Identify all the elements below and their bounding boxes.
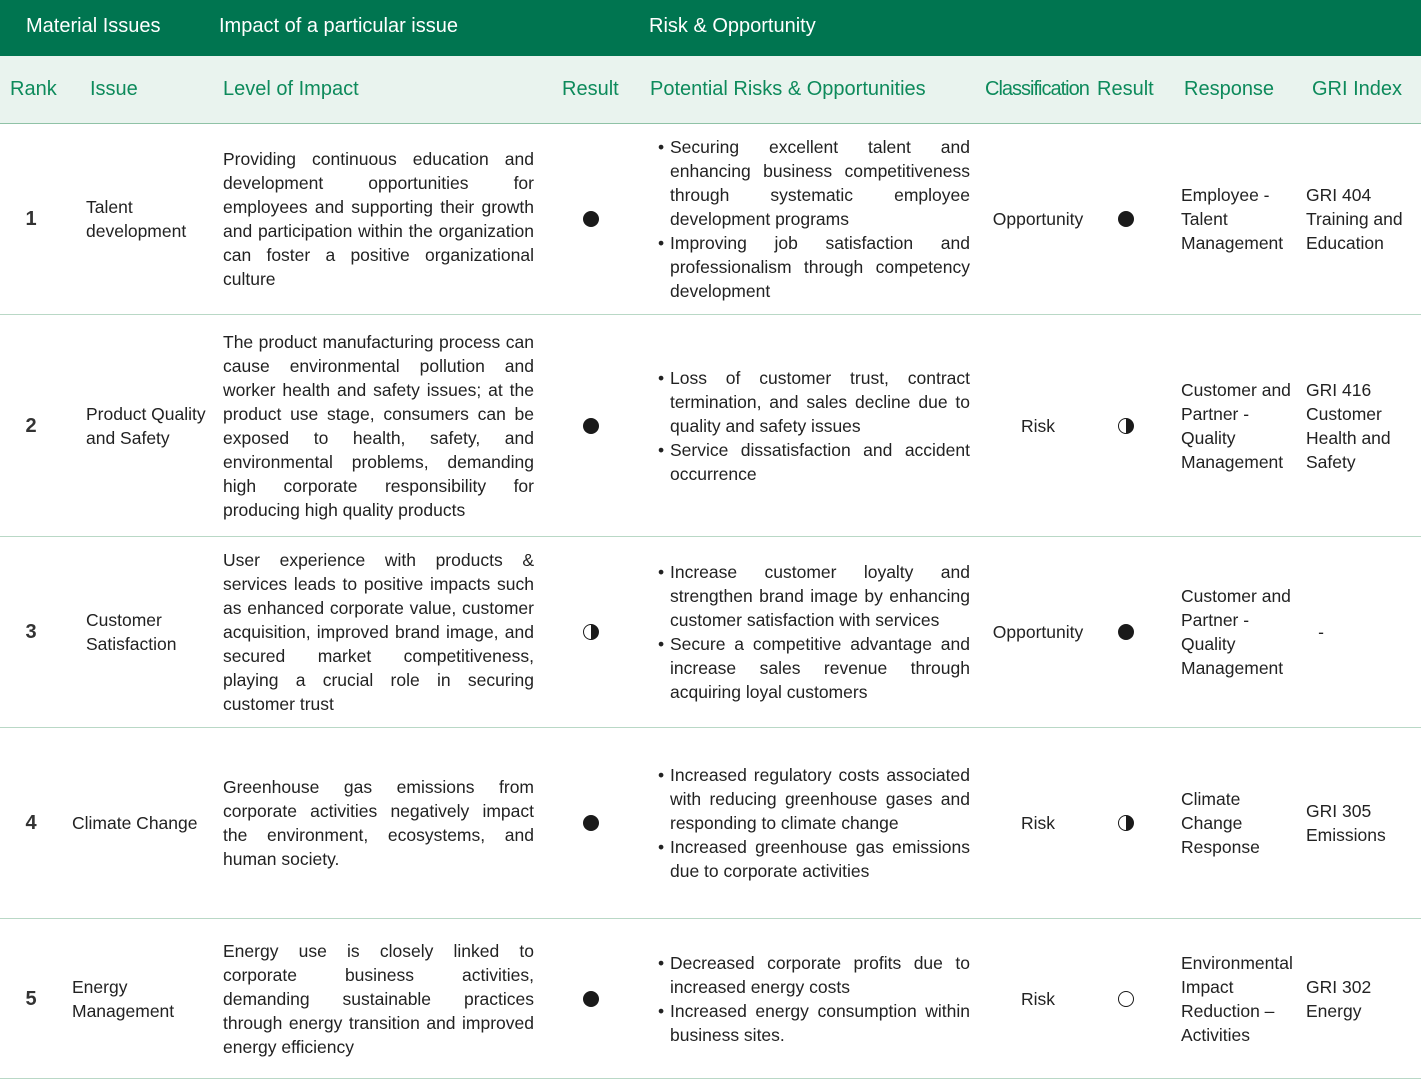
col-response: Response	[1184, 78, 1275, 100]
risk-list-item: • Increase customer loyalty and strengthen brand image by enhancing customer satisfaction with services	[656, 560, 970, 632]
classification-cell-text: Risk	[1020, 988, 1056, 1009]
issue-cell	[72, 919, 212, 1078]
table-row	[0, 315, 1421, 537]
risk-list-item: • Decreased corporate profits due to increased energy costs	[656, 951, 970, 999]
rank-cell-text: 5	[25, 987, 37, 1010]
rank-cell	[0, 124, 62, 314]
impact-cell	[223, 124, 534, 314]
table-row	[0, 124, 1421, 315]
impact-cell	[223, 315, 534, 536]
rank-cell	[0, 728, 62, 918]
risk-list-item: • Increased regulatory costs associated with reducing greenhouse gases and responding to climate change	[656, 763, 970, 835]
col-result-risk: Result	[1097, 78, 1154, 100]
impact-cell	[223, 919, 534, 1078]
impact-result-full-circle-icon	[583, 418, 599, 434]
gri-cell	[1290, 537, 1352, 727]
risk-list-item: • Increased energy consumption within business sites.	[656, 999, 970, 1047]
table-row	[0, 919, 1421, 1079]
col-level-of-impact: Level of Impact	[223, 78, 359, 100]
impact-result-cell	[570, 124, 612, 314]
impact-heading: Impact of a particular issue	[219, 15, 458, 37]
risk-opportunity-heading: Risk & Opportunity	[649, 15, 816, 37]
gri-cell-text: GRI 416 Customer Health and Safety	[1306, 379, 1391, 472]
response-cell-text: Climate Change Response	[1181, 789, 1260, 857]
rank-cell	[0, 537, 62, 727]
issue-cell	[72, 728, 212, 918]
impact-cell-text: The product manufacturing process can cause environmental pollution and worker health and safety issues; at the product use stage, consumers can be exposed to health, safety, and environmental problems, demanding high corporate responsibility for producing high quality products	[223, 331, 534, 520]
classification-cell	[985, 537, 1091, 727]
classification-cell	[985, 919, 1091, 1078]
rank-cell-text: 3	[25, 621, 37, 643]
risk-cell	[656, 537, 970, 727]
rank-cell	[0, 315, 62, 536]
risk-cell	[656, 124, 970, 314]
risk-cell	[656, 728, 970, 918]
issue-cell-text: Product Quality and Safety	[86, 403, 206, 448]
response-cell	[1181, 919, 1296, 1078]
gri-cell-text: GRI 305 Emissions	[1306, 801, 1386, 845]
impact-result-full-circle-icon	[583, 211, 599, 227]
col-issue: Issue	[90, 78, 138, 100]
col-rank: Rank	[10, 78, 57, 100]
issue-cell	[72, 537, 212, 727]
issue-cell-text: Talent development	[86, 197, 187, 241]
col-result-impact: Result	[562, 78, 619, 100]
classification-cell-text: Opportunity	[992, 622, 1084, 642]
issue-cell-text: Energy Management	[72, 976, 175, 1021]
impact-cell-text: Energy use is closely linked to corporate business activities, demanding sustainable practices through energy transition and improved energy efficiency	[223, 940, 534, 1057]
risk-result-full-circle-icon	[1118, 624, 1134, 640]
col-classification: Classification	[985, 78, 1089, 100]
impact-result-cell	[570, 919, 612, 1078]
table-row	[0, 537, 1421, 728]
impact-result-cell	[570, 537, 612, 727]
issue-cell-text: Customer Satisfaction	[86, 610, 177, 654]
gri-cell	[1306, 919, 1418, 1078]
impact-result-full-circle-icon	[583, 815, 599, 831]
response-cell	[1181, 315, 1296, 536]
impact-cell	[223, 728, 534, 918]
gri-cell	[1306, 124, 1418, 314]
risk-list-item: • Improving job satisfaction and professionalism through competency development	[656, 231, 970, 303]
response-cell	[1181, 537, 1296, 727]
risk-list-item: • Increased greenhouse gas emissions due to corporate activities	[656, 835, 970, 883]
col-potential-risks: Potential Risks & Opportunities	[650, 78, 926, 100]
impact-result-full-circle-icon	[583, 991, 599, 1007]
risk-result-empty-circle-icon	[1118, 991, 1134, 1007]
classification-cell-text: Opportunity	[992, 209, 1084, 229]
risk-list	[656, 763, 970, 883]
gri-cell-text: GRI 404 Training and Education	[1306, 185, 1403, 253]
column-header-row	[0, 56, 1421, 124]
table-row	[0, 728, 1421, 919]
impact-cell-text: Greenhouse gas emissions from corporate activities negatively impact the environment, ecosystems, and human society.	[223, 777, 534, 869]
risk-result-cell	[1105, 537, 1147, 727]
risk-list	[656, 951, 970, 1047]
rank-cell-text: 2	[25, 414, 37, 437]
response-cell-text: Environmental Impact Reduction – Activities	[1181, 952, 1293, 1045]
risk-result-cell	[1105, 124, 1147, 314]
response-cell	[1181, 124, 1296, 314]
risk-result-half-circle-icon	[1118, 815, 1134, 831]
gri-cell	[1306, 728, 1418, 918]
risk-result-half-circle-icon	[1118, 418, 1134, 434]
impact-cell-text: User experience with products & services leads to positive impacts such as enhanced corporate value, customer acquisition, improved brand image, and secured market competitiveness, playing a crucial role in securing customer trust	[223, 550, 534, 714]
risk-cell	[656, 315, 970, 536]
risk-result-cell	[1105, 919, 1147, 1078]
material-issues-heading: Material Issues	[26, 15, 161, 37]
response-cell	[1181, 728, 1296, 918]
issue-cell	[72, 124, 212, 314]
response-cell-text: Customer and Partner - Quality Management	[1181, 379, 1291, 472]
classification-cell-text: Risk	[1020, 813, 1056, 833]
issue-cell	[72, 315, 212, 536]
gri-cell-text: -	[1318, 622, 1324, 642]
risk-list-item: • Secure a competitive advantage and increase sales revenue through acquiring loyal customers	[656, 632, 970, 704]
risk-result-full-circle-icon	[1118, 211, 1134, 227]
rank-cell	[0, 919, 62, 1078]
impact-cell-text: Providing continuous education and development opportunities for employees and supporting their growth and participation within the organization can foster a positive organizational culture	[223, 149, 534, 289]
rank-cell-text: 1	[25, 208, 37, 230]
issue-cell-text: Climate Change	[72, 813, 198, 833]
classification-cell	[985, 728, 1091, 918]
risk-list-item: • Securing excellent talent and enhancing business competitiveness through systematic employee development programs	[656, 135, 970, 231]
risk-cell	[656, 919, 970, 1078]
risk-list-item: • Loss of customer trust, contract termination, and sales decline due to quality and safety issues	[656, 366, 970, 438]
risk-list	[656, 366, 970, 486]
col-gri-index: GRI Index	[1312, 78, 1403, 100]
risk-list-item: • Service dissatisfaction and accident occurrence	[656, 438, 970, 486]
rank-cell-text: 4	[25, 812, 37, 834]
gri-cell	[1306, 315, 1418, 536]
gri-cell-text: GRI 302 Energy	[1306, 976, 1372, 1021]
risk-list	[656, 135, 970, 303]
classification-cell-text: Risk	[1020, 415, 1056, 436]
impact-result-cell	[570, 728, 612, 918]
impact-result-half-circle-icon	[583, 624, 599, 640]
response-cell-text: Employee - Talent Management	[1181, 185, 1284, 253]
risk-list	[656, 560, 970, 704]
risk-result-cell	[1105, 728, 1147, 918]
table-group-header	[0, 0, 1421, 56]
response-cell-text: Customer and Partner - Quality Management	[1181, 586, 1291, 678]
classification-cell	[985, 315, 1091, 536]
impact-cell	[223, 537, 534, 727]
risk-result-cell	[1105, 315, 1147, 536]
classification-cell	[985, 124, 1091, 314]
impact-result-cell	[570, 315, 612, 536]
